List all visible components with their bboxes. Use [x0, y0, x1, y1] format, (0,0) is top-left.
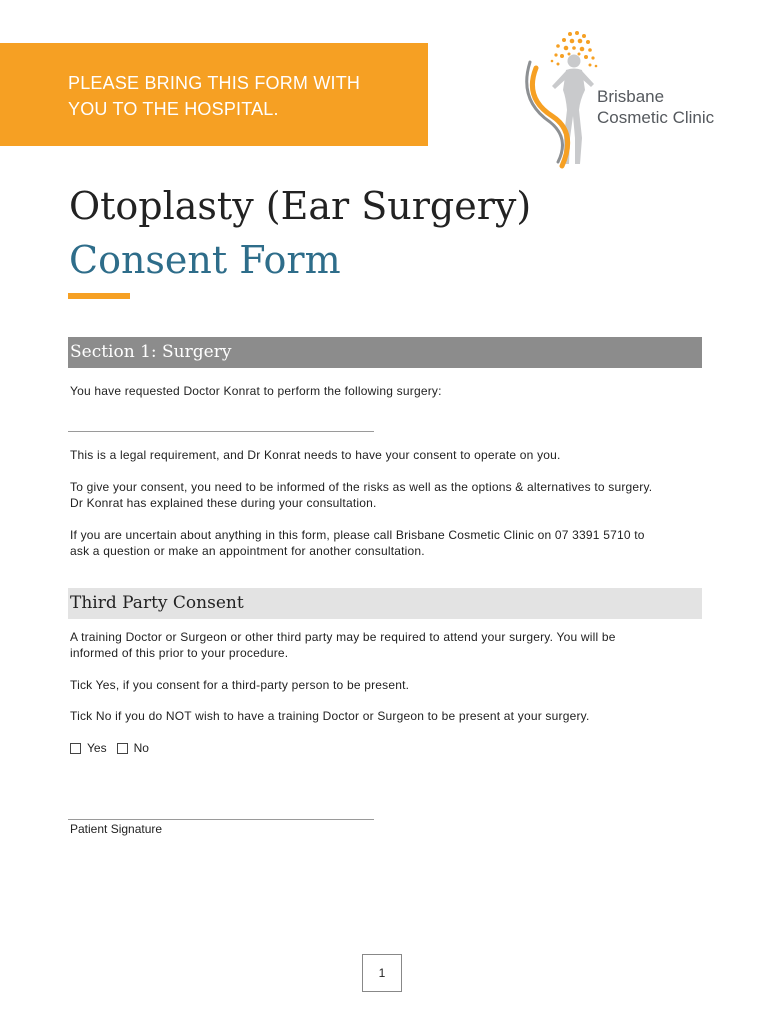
risks-line-2: Dr Konrat has explained these during your consultation.: [70, 496, 377, 510]
clinic-name-line-2: Cosmetic Clinic: [597, 108, 715, 127]
document-title: Otoplasty (Ear Surgery): [69, 184, 532, 228]
legal-requirement-text: This is a legal requirement, and Dr Konrat needs to have your consent to operate on you.: [70, 448, 561, 462]
document-subtitle: Consent Form: [69, 238, 341, 282]
no-label: No: [133, 741, 149, 755]
clinic-name: [597, 86, 714, 128]
signature-label: Patient Signature: [70, 822, 163, 836]
third-party-heading: Third Party Consent: [68, 588, 702, 619]
third-party-info: [70, 629, 704, 661]
uncertain-line-1: If you are uncertain about anything in this form, please call Brisbane Cosmetic Clinic on 07 3391 5710 to: [70, 528, 645, 542]
signature-line[interactable]: [68, 819, 374, 820]
no-option[interactable]: [117, 740, 149, 756]
yes-checkbox[interactable]: [70, 743, 81, 754]
third-party-info-line-1: A training Doctor or Surgeon or other third party may be required to attend your surgery. You will be: [70, 630, 616, 644]
surgery-request-text: You have requested Doctor Konrat to perform the following surgery:: [70, 384, 442, 398]
section-1-heading: Section 1: Surgery: [68, 337, 702, 368]
banner-line-2: YOU TO THE HOSPITAL.: [68, 99, 279, 119]
banner-line-1: PLEASE BRING THIS FORM WITH: [68, 73, 361, 93]
risks-line-1: To give your consent, you need to be informed of the risks as well as the options & alternatives to surgery.: [70, 480, 653, 494]
page-number: 1: [362, 954, 402, 992]
consent-options: [70, 740, 159, 756]
no-checkbox[interactable]: [117, 743, 128, 754]
third-party-info-line-2: informed of this prior to your procedure.: [70, 646, 289, 660]
uncertain-line-2: ask a question or make an appointment for another consultation.: [70, 544, 425, 558]
clinic-logo: [522, 28, 732, 170]
tick-no-instruction: Tick No if you do NOT wish to have a training Doctor or Surgeon to be present at your surgery.: [70, 709, 590, 723]
risks-text: [70, 479, 704, 511]
yes-label: Yes: [87, 741, 107, 755]
tick-yes-instruction: Tick Yes, if you consent for a third-party person to be present.: [70, 678, 410, 692]
clinic-name-line-1: Brisbane: [597, 87, 665, 106]
uncertain-text: [70, 527, 704, 559]
hospital-notice-banner: [0, 43, 428, 146]
yes-option[interactable]: [70, 740, 107, 756]
title-accent-bar: [68, 293, 130, 299]
surgery-name-field[interactable]: [68, 431, 374, 432]
figure-logo-icon: [522, 28, 602, 170]
